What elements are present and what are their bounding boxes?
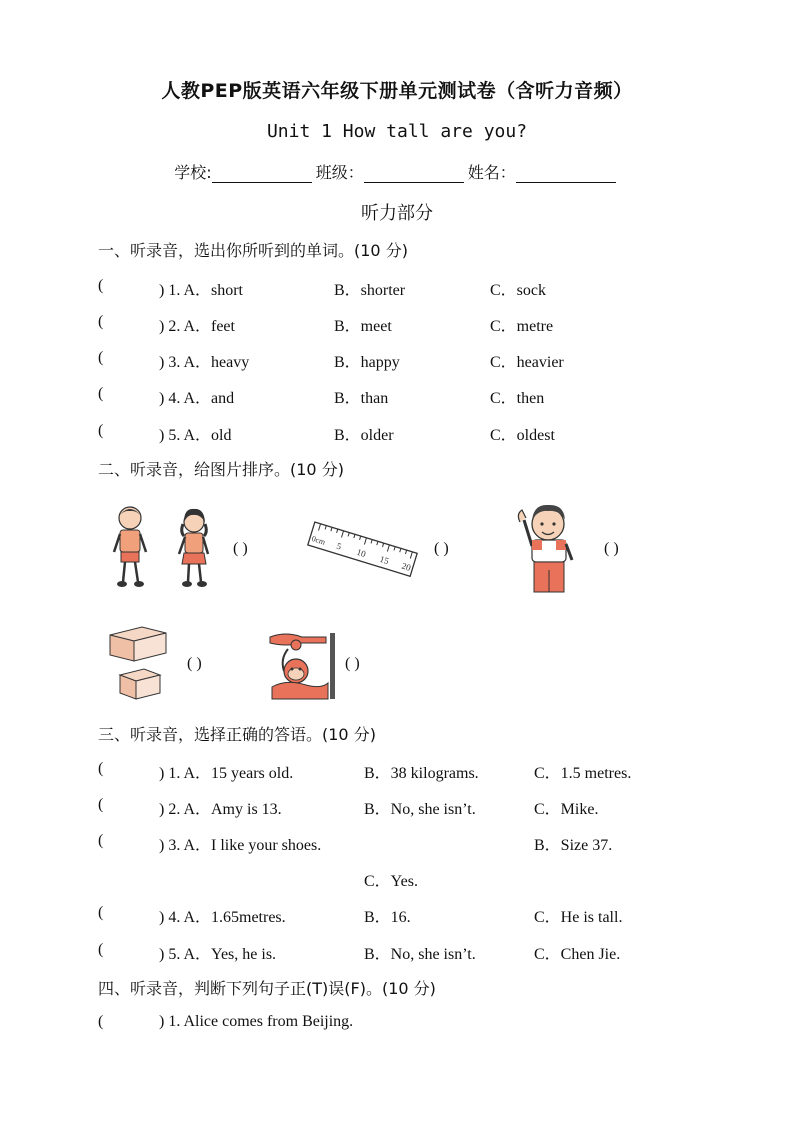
statement-text: ) 1. Alice comes from Beijing. (159, 1013, 354, 1030)
option-a: ) 3. A．heavy (159, 354, 250, 371)
listening-part-title: 听力部分 (361, 203, 433, 224)
section4-title: 四、听录音，判断下列句子正(T)误(F)。(10 分) (98, 979, 436, 998)
option-a: ) 5. A．Yes, he is. (159, 946, 277, 963)
answer-blank-5[interactable]: ( ) (345, 655, 360, 672)
class-blank[interactable] (364, 166, 464, 183)
answer-blank-1[interactable]: ( ) (233, 540, 248, 557)
option-a: ) 1. A．15 years old. (159, 765, 294, 782)
boxes-picture (106, 623, 170, 703)
name-label: 姓名： (467, 163, 516, 182)
option-c: C．sock (490, 282, 547, 299)
boy-and-girl-picture (108, 502, 218, 590)
monkey-picture (266, 631, 338, 701)
option-b: B．shorter (334, 282, 406, 299)
option-a: ) 4. A．1.65metres. (159, 909, 286, 926)
open-paren[interactable]: ( (98, 760, 104, 777)
option-b: B．16. (364, 909, 411, 926)
option-a: ) 3. A．I like your shoes. (159, 837, 322, 854)
ruler-label-15: 15 (378, 553, 391, 567)
ruler-label-10: 10 (355, 546, 368, 560)
name-blank[interactable] (516, 166, 616, 183)
section1-title: 一、听录音，选出你所听到的单词。(10 分) (98, 241, 408, 260)
ruler-label-0: 0cm (310, 534, 327, 547)
option-c: C．Yes. (364, 873, 418, 890)
ruler-label-20: 20 (400, 560, 413, 573)
open-paren[interactable]: ( (98, 349, 104, 366)
option-c: C．metre (490, 318, 554, 335)
open-paren[interactable]: ( (98, 422, 104, 439)
option-c: C．Mike. (534, 801, 599, 818)
option-a: ) 4. A．and (159, 390, 235, 407)
answer-blank-4[interactable]: ( ) (187, 655, 202, 672)
option-a: ) 2. A．feet (159, 318, 235, 335)
answer-blank-3[interactable]: ( ) (604, 540, 619, 557)
open-paren[interactable]: ( (98, 277, 104, 294)
option-b: B．No, she isn’t. (364, 801, 476, 818)
unit-subtitle: Unit 1 How tall are you? (266, 121, 528, 142)
open-paren[interactable]: ( (98, 904, 104, 921)
option-b: B．happy (334, 354, 400, 371)
open-paren[interactable]: ( (98, 941, 104, 958)
option-c: C．oldest (490, 427, 555, 444)
option-b: B．than (334, 390, 389, 407)
option-c: C．Chen Jie. (534, 946, 621, 963)
class-label: 班级： (315, 163, 364, 182)
page-title: 人教PEP版英语六年级下册单元测试卷（含听力音频） (161, 80, 633, 102)
option-a: ) 5. A．old (159, 427, 232, 444)
option-b: B．older (334, 427, 394, 444)
open-paren[interactable]: ( (98, 796, 104, 813)
option-c: C．1.5 metres. (534, 765, 632, 782)
section2-title: 二、听录音，给图片排序。(10 分) (98, 460, 344, 479)
option-a: ) 2. A．Amy is 13. (159, 801, 282, 818)
option-c: C．He is tall. (534, 909, 623, 926)
section3-title: 三、听录音，选择正确的答语。(10 分) (98, 725, 376, 744)
option-b: B．Size 37. (534, 837, 613, 854)
open-paren[interactable]: ( (98, 1013, 104, 1030)
waving-boy-picture (510, 500, 580, 596)
student-info-line (0, 160, 794, 183)
ruler-picture (305, 517, 420, 581)
option-c: C．heavier (490, 354, 564, 371)
option-b: B．meet (334, 318, 392, 335)
school-blank[interactable] (212, 166, 312, 183)
option-a: ) 1. A．short (159, 282, 244, 299)
option-b: B．No, she isn’t. (364, 946, 476, 963)
open-paren[interactable]: ( (98, 385, 104, 402)
option-b: B．38 kilograms. (364, 765, 479, 782)
ruler-label-5: 5 (335, 540, 343, 552)
open-paren[interactable]: ( (98, 313, 104, 330)
school-label: 学校: (174, 163, 212, 182)
open-paren[interactable]: ( (98, 832, 104, 849)
option-c: C．then (490, 390, 545, 407)
answer-blank-2[interactable]: ( ) (434, 540, 449, 557)
